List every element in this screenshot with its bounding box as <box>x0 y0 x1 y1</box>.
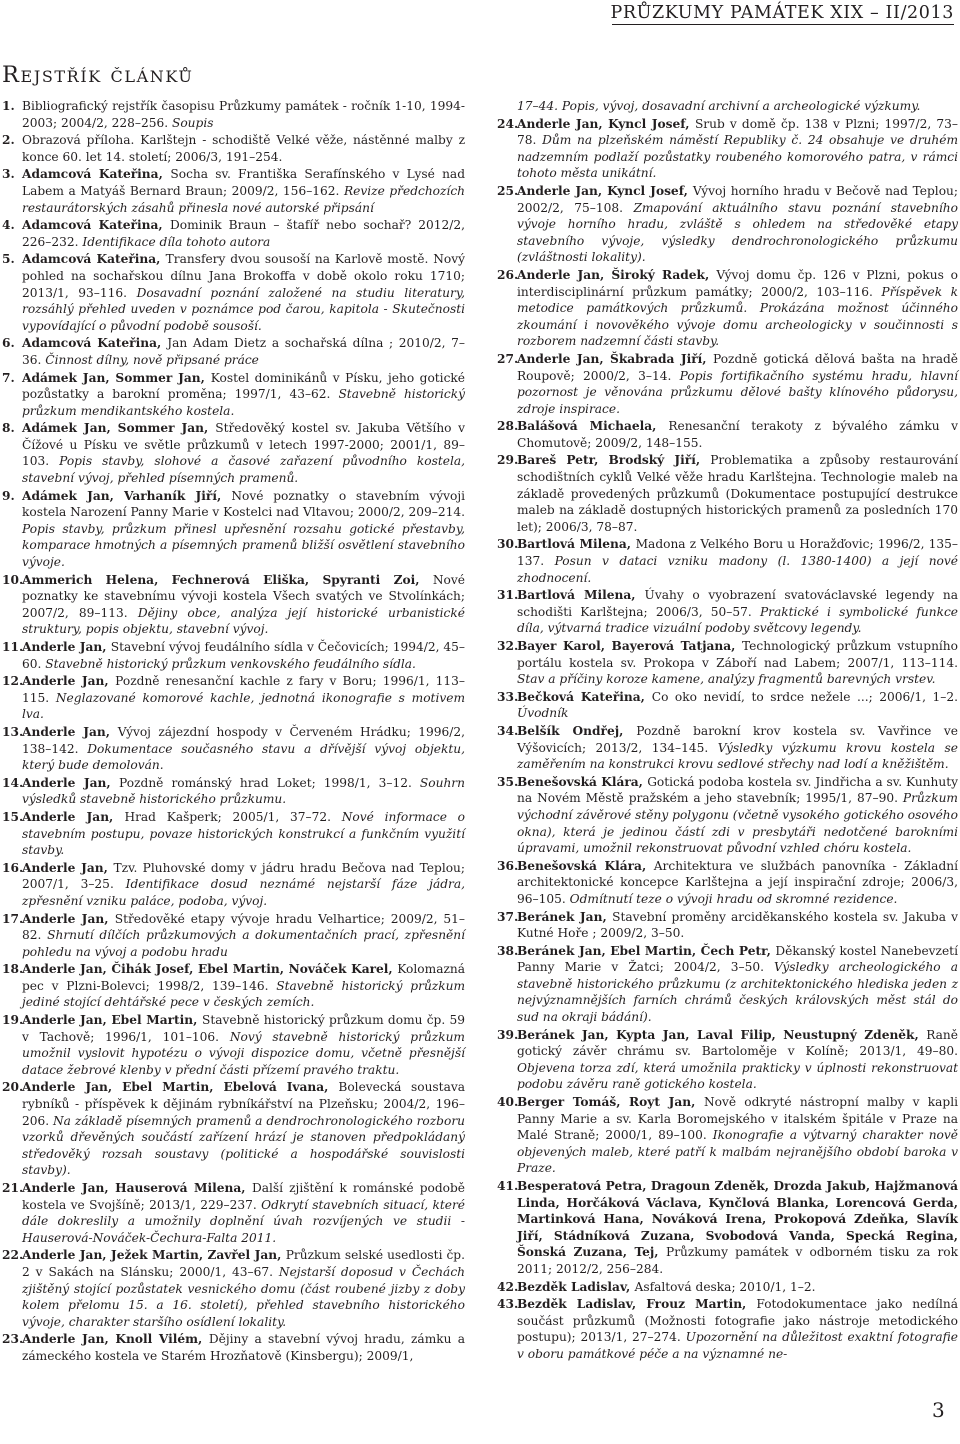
entry-abstract: Identifikace díla tohoto autora <box>82 234 271 249</box>
index-entry <box>497 689 958 722</box>
index-entry <box>2 1180 465 1246</box>
entry-number: 38. <box>497 943 519 958</box>
entry-abstract: Stavebně historický průzkum venkovského feudálního sídla. <box>45 656 416 671</box>
entry-number: 36. <box>497 858 519 873</box>
entry-citation: Dominik Braun – štafíř nebo sochař? 2012/2, 226–232. <box>22 218 465 249</box>
index-entry <box>497 452 958 535</box>
entry-author: Anderle Jan, <box>22 674 116 689</box>
entry-author: Anderle Jan, Ebel Martin, Ebelová Ivana, <box>22 1080 339 1095</box>
entry-citation: Pozdně barokní krov kostela sv. Vavřince ve Výšovicích; 2013/2, 134–145. <box>517 723 958 755</box>
entry-abstract: Odkrytí stavebních situací, které dále dokreslily a umožnily doplnění úvah rozvíjených ve studii - Hauserová-Nováček-Čechura-Falta 2011. <box>22 1197 466 1245</box>
entry-abstract: Soupis <box>172 115 214 130</box>
entry-author: Beránek Jan, Ebel Martin, Čech Petr, <box>517 943 776 958</box>
index-entry <box>2 1331 465 1364</box>
entry-citation: Problematika a způsoby restaurování schodištních cyklů Velké věže hradu Karlštejna. Technologie maleb na základě provedených průzkumů (Dokumentace postupující destrukce maleb na základě dostupných historických pramenů za posledních 170 let); 2006/3, 78–87. <box>517 453 959 534</box>
entry-abstract: Ikonografie a výtvarný charakter nově objevených maleb, které patří k malbám nejranějšího období baroka v Praze. <box>517 1128 958 1176</box>
entry-number: 7. <box>2 370 15 385</box>
entry-number: 23. <box>2 1332 24 1347</box>
entry-abstract: Dosavadní poznání založené na studiu literatury, rozsáhlý přehled uveden v poznámce pod čarou, kapitola - Skutečnosti vypovídající o původní podobě sousoší. <box>22 285 465 333</box>
entry-number: 8. <box>2 421 15 436</box>
entry-citation: Další zjištění k románské podobě kostela ve Svojšíně; 2013/1, 229–237. <box>22 1181 465 1212</box>
entry-abstract: Výsledky archeologického a stavebně historického průzkumu (z architektonického hlediska jeden z nejvýznamnějších farních chrámů českých královských měst stál do sud na okraji bádání). <box>517 960 958 1025</box>
index-entry <box>2 132 465 165</box>
entry-author: Anderle Jan, Ebel Martin, <box>22 1013 202 1028</box>
entry-abstract: Dokumentace současného stavu a dřívější vývoj objektu, který bude demolován. <box>22 741 466 773</box>
entry-author: Bečková Kateřina, <box>517 689 652 704</box>
index-entry <box>2 911 465 961</box>
entry-number: 12. <box>2 674 24 689</box>
entry-number: 32. <box>497 639 519 653</box>
entry-number: 33. <box>497 689 519 704</box>
column-left <box>2 98 465 1366</box>
entry-citation: Fotodokumentace jako nedílná součást průzkumů (Možnosti fotografie jako nástroje metodického postupu); 2013/1, 27–274. <box>517 1297 958 1345</box>
entry-author: Adámek Jan, Sommer Jan, <box>22 370 211 385</box>
entry-author: Anderle Jan, Kyncl Josef, <box>517 183 693 198</box>
index-entry <box>497 1094 958 1177</box>
entry-author: Adámek Jan, Sommer Jan, <box>22 421 216 436</box>
index-entry <box>497 418 958 451</box>
index-entry <box>497 1027 958 1093</box>
entry-author: Anderle Jan, <box>22 911 115 926</box>
entry-author: Berger Tomáš, Royt Jan, <box>517 1095 704 1110</box>
entry-citation: Vývoj horního hradu v Bečově nad Teplou; 2002/2, 75–108. <box>517 183 958 215</box>
entry-author: Adámek Jan, Varhaník Jiří, <box>22 488 232 503</box>
index-entry <box>2 251 465 334</box>
index-entry <box>2 1247 465 1330</box>
entry-citation: Obrazová příloha. Karlštejn - schodiště Velké věže, nástěnné malby z konce 60. let 14. století; 2006/3, 191–254. <box>22 133 465 164</box>
entry-author: Anderle Jan, <box>22 640 111 654</box>
index-entry <box>2 860 465 910</box>
entry-abstract: Činnost dílny, nově připsané práce <box>45 352 259 367</box>
index-entry <box>2 217 465 250</box>
entry-citation: Socha sv. Františka Serafínského v Lysé nad Labem a Matyáš Bernard Braun; 2009/2, 156–162. <box>22 167 465 198</box>
entry-number: 15. <box>2 809 24 824</box>
index-entry <box>497 351 958 417</box>
entry-abstract: Odmítnutí teze o vývoji hradu od skromné rezidence. <box>569 891 898 906</box>
entry-abstract: Popis stavby, průzkum přinesl upřesnění rozsahu gotické přestavby, komparace hmotných a písemných pramenů bližší osvětlení stavebního vývoje. <box>22 521 465 570</box>
entry-author: Anderle Jan, Kyncl Josef, <box>517 116 695 131</box>
entry-number: 2. <box>2 133 15 148</box>
index-entry <box>497 723 958 773</box>
entry-number: 42. <box>497 1279 519 1294</box>
entry-abstract: Neglazované komorové kachle, jednotná ikonografie s motivem lva. <box>22 690 465 722</box>
entry-citation: Jan Adam Dietz a sochařská dílna ; 2010/2, 7–36. <box>22 336 465 367</box>
entry-citation: Kostel dominikánů v Písku, jeho gotické pozůstatky a barokní proměna; 1997/1, 43–62. <box>22 370 465 402</box>
entry-number: 5. <box>2 252 15 267</box>
entry-author: Adamcová Kateřina, <box>22 218 170 233</box>
entry-number: 11. <box>2 640 24 654</box>
entry-number: 3. <box>2 167 15 182</box>
entry-abstract: Popis fortifikačního systému hradu, hlavní pozornost je věnována průzkumu dělové bašty klínového půdorysu, zdroje inspirace. <box>517 368 959 416</box>
entry-citation: Architektura ve službách panovníka - Základní architektonické koncepce Karlštejna a její inspirační zdroje; 2006/3, 96–105. <box>517 858 958 906</box>
entry-abstract: Průzkum východní závěrové stěny polygonu (včetně vysokého gotického osového okna), která je jedinou částí zdi v presbytáři nedotčené barokními úpravami, umožnil rekonstruovat původní vzhled chóru kostela. <box>517 791 958 856</box>
index-entry <box>2 775 465 808</box>
index-entry <box>2 961 465 1011</box>
entry-author: Besperatová Petra, Dragoun Zdeněk, Drozda Jakub, Hajžmanová Linda, Horčáková Václava, Kynčlová Blanka, Lorencová Gerda, Martinková Hana, Nováková Irena, Prokopová Zdeňka, Slavík Jiří, Stádníková Zuzana, Svobodová Vanda, Specká Regina, Šonská Zuzana, Tej, <box>517 1179 958 1260</box>
entry-author: Ammerich Helena, Fechnerová Eliška, Spyranti Zoi, <box>22 572 433 587</box>
entry-number: 21. <box>2 1181 24 1195</box>
index-entry <box>497 1178 958 1278</box>
entry-citation: Raně gotický závěr chrámu sv. Bartoloměje v Kolíně; 2013/1, 49–80. <box>517 1027 958 1059</box>
index-entry <box>2 809 465 859</box>
index-entry <box>2 673 465 723</box>
index-entry <box>497 183 958 266</box>
entry-number: 26. <box>497 267 519 282</box>
entry-abstract: Popis stavby, slohové a časové zařazení původního kostela, stavební vývoj, přehled písemných pramenů. <box>22 454 465 486</box>
entry-citation: Průzkum selské usedlosti čp. 2 v Sakách na Slánsku; 2000/1, 43–67. <box>22 1248 465 1279</box>
entry-number: 13. <box>2 724 24 739</box>
entry-abstract: Na základě písemných pramenů a dendrochronologického rozboru vzorků dřevěných součástí zařízení hrází je stanoven předpokládaný středověký rozsah soustavy (politické a hospodářské souvislosti stavby). <box>22 1113 465 1178</box>
entry-number: 19. <box>2 1013 24 1028</box>
entry-author: Anderle Jan, Knoll Vilém, <box>22 1332 209 1347</box>
entry-author: Adamcová Kateřina, <box>22 336 168 351</box>
entry-abstract: Shrnutí dílčích průzkumových a dokumentačních prací, zpřesnění pohledu na vývoj a podobu hradu <box>22 928 465 959</box>
entry-number: 24. <box>497 116 519 131</box>
entry-author: Bareš Petr, Brodský Jiří, <box>517 453 711 468</box>
entry-citation: Bibliografický rejstřík časopisu Průzkumy památek - ročník 1-10, 1994-2003; 2004/2, 228–256. <box>22 99 465 130</box>
entry-abstract: Výsledky výzkumu krovu kostela se zaměřením na konstrukci krovu sedlové střechy nad lodí a kněžištěm. <box>517 740 959 772</box>
entry-number: 43. <box>497 1297 519 1312</box>
index-entry <box>2 166 465 216</box>
entry-author: Benešovská Klára, <box>517 774 648 789</box>
entry-citation: Bolevecká soustava rybníků - příspěvek k dějinám rybníkářství na Plzeňsku; 2004/2, 196–206. <box>22 1080 465 1128</box>
entry-citation: Středověké etapy vývoje hradu Velhartice; 2009/2, 51–82. <box>22 911 465 943</box>
index-entry <box>497 774 958 857</box>
index-entry <box>497 116 958 182</box>
entry-citation: Úvahy o vyobrazení svatováclavské legendy na schodišti Karlštejna; 2006/3, 50–57. <box>517 588 958 619</box>
entry-author: Benešovská Klára, <box>517 858 654 873</box>
entry-citation: Pozdně románský hrad Loket; 1998/1, 3–12. <box>119 775 420 790</box>
entry-author: Anderle Jan, <box>22 775 120 790</box>
continuation-text <box>497 98 958 115</box>
index-entry <box>2 335 465 368</box>
index-entry <box>497 909 958 942</box>
entry-citation: Pozdně renesanční kachle z fary v Boru; 1996/1, 113–115. <box>22 674 465 705</box>
entry-abstract: Nejstarší doposud v Čechách zjištěný stojící pozůstatek vesnického domu (část roubené jizby z doby kolem přelomu 15. a 16. století), přehled stavebního historického vývoje, charakter staršího osídlení lokality. <box>22 1264 465 1329</box>
entry-citation: Stavební vývoj feudálního sídla v Čečovicích; 1994/2, 45–60. <box>22 640 465 671</box>
page-number: 3 <box>932 1398 945 1422</box>
index-entry <box>2 724 465 774</box>
entry-citation: Madona z Velkého Boru u Horažďovic; 1996/2, 135–137. <box>517 537 959 569</box>
index-entry <box>497 858 958 908</box>
entry-author: Bayer Karol, Bayerová Tatjana, <box>517 639 742 653</box>
entry-number: 22. <box>2 1248 24 1263</box>
entry-abstract: Stavebně historický průzkum jediné stojící dehtářské pece v českých zemích. <box>22 978 466 1010</box>
entry-number: 41. <box>497 1179 519 1193</box>
index-entry <box>497 587 958 637</box>
entry-number: 17. <box>2 911 24 926</box>
entry-number: 40. <box>497 1095 519 1110</box>
entry-number: 35. <box>497 774 519 789</box>
entry-author: Anderle Jan, Čihák Josef, Ebel Martin, Nováček Karel, <box>22 962 398 977</box>
entry-abstract: Upozornění na důležitost exaktní fotografie v oboru památkové péče a na významné ne- <box>517 1330 958 1361</box>
page-title: Rejstřík článků <box>2 62 194 88</box>
entry-citation: Nové poznatky ke stavebnímu vývoji kostela Všech svatých ve Stvolínkách; 2007/2, 89–113. <box>22 572 465 620</box>
entry-citation: Dějiny a stavební vývoj hradu, zámku a zámeckého kostela ve Starém Hrozňatově (Kinsbergu); 2009/1, <box>22 1332 465 1363</box>
entry-author: Beránek Jan, Kypta Jan, Laval Filip, Neustupný Zdeněk, <box>517 1027 927 1042</box>
entry-number: 29. <box>497 453 519 468</box>
entry-citation: Tzv. Pluhovské domy v jádru hradu Bečova nad Teplou; 2007/1, 3–25. <box>22 860 466 892</box>
entry-author: Anderle Jan, Ježek Martin, Zavřel Jan, <box>22 1248 286 1263</box>
entry-author: Adamcová Kateřina, <box>22 252 166 267</box>
entry-citation: Transfery dvou sousoší na Karlově mostě. Nový pohled na sochařskou dílnu Jana Brokoffa v době okolo roku 1710; 2013/1, 93–116. <box>22 252 465 300</box>
entry-number: 1. <box>2 99 15 113</box>
entry-citation: Vývoj zájezdní hospody v Červeném Hrádku; 1996/2, 138–142. <box>22 724 466 756</box>
entry-citation: Renesanční terakoty z bývalého zámku v Chomutově; 2009/2, 148–155. <box>517 419 958 450</box>
entry-number: 14. <box>2 775 24 790</box>
entry-citation: Asfaltová deska; 2010/1, 1–2. <box>634 1279 816 1294</box>
journal-header: PRŮZKUMY PAMÁTEK XIX – II/2013 <box>610 3 954 23</box>
entry-abstract: Identifikace dosud neznámé nejstarší fáze jádra, zpřesnění vzniku paláce, podoba, vývoj. <box>22 877 465 908</box>
entry-abstract: Objevena torza zdí, která umožnila prakticky v úplnosti rekonstruovat podobu závěru raně gotického kostela. <box>517 1060 958 1092</box>
entry-author: Anderle Jan, <box>22 809 125 824</box>
index-entry <box>497 1296 958 1362</box>
index-entry <box>2 370 465 420</box>
entry-abstract: Dějiny obce, analýza její historické urbanistické struktury, popis objektu, stavební vývoj. <box>22 605 465 637</box>
entry-number: 9. <box>2 488 15 503</box>
entry-author: Anderle Jan, Škabrada Jiří, <box>517 351 713 366</box>
entry-author: Anderle Jan, Hauserová Milena, <box>22 1181 252 1195</box>
entry-citation: Srub v domě čp. 138 v Plzni; 1997/2, 73–78. <box>517 116 958 148</box>
entry-citation: Nově odkryté nástropní malby v kapli Panny Marie a sv. Karla Boromejského v italském špitále v Praze na Malé Straně; 2000/1, 89–100. <box>517 1095 958 1143</box>
header-rule <box>612 24 954 25</box>
entry-author: Beránek Jan, <box>517 909 613 924</box>
entry-citation: Co oko nevidí, to srdce nežele ...; 2006/1, 1–2. <box>651 689 958 704</box>
index-entry <box>497 1279 958 1296</box>
entry-number: 30. <box>497 537 519 552</box>
index-entry <box>497 638 958 688</box>
entry-abstract: Revize předchozích restaurátorských zásahů přinesla nové autorské připsání <box>22 183 465 215</box>
entry-citation: Středověký kostel sv. Jakuba Většího v Čížové u Písku ve světle průzkumů v letech 1997-2000; 2001/1, 89–103. <box>22 421 465 469</box>
entry-number: 20. <box>2 1080 24 1095</box>
entry-citation: Stavební proměny arciděkanského kostela sv. Jakuba v Kutné Hoře ; 2009/2, 3–50. <box>517 909 958 941</box>
entry-citation: Stavebně historický průzkum domu čp. 59 v Tachově; 1996/1, 101–106. <box>22 1013 465 1044</box>
entry-author: Balášová Michaela, <box>517 419 669 434</box>
entry-author: Anderle Jan, Široký Radek, <box>517 267 717 282</box>
entry-citation: Gotická podoba kostela sv. Jindřicha a sv. Kunhuty na Novém Městě pražském a jeho stavebník; 1995/1, 87–90. <box>517 774 958 806</box>
index-entry <box>2 639 465 672</box>
index-entry <box>497 536 958 586</box>
entry-citation: Vývoj domu čp. 126 v Plzni, pokus o interdisciplinární průzkum památky; 2000/2, 103–116. <box>517 267 958 299</box>
entry-author: Bartlová Milena, <box>517 588 645 603</box>
entry-author: Bezděk Ladislav, Frouz Martin, <box>517 1297 757 1312</box>
entry-number: 4. <box>2 218 15 233</box>
entry-number: 6. <box>2 336 15 351</box>
index-entry <box>2 420 465 486</box>
entry-number: 39. <box>497 1027 519 1042</box>
index-entry <box>2 572 465 638</box>
entry-citation: Technologický průzkum vstupního portálu kostela sv. Prokopa v Záboří nad Labem; 2007/1, 113–114. <box>517 639 958 670</box>
entry-number: 25. <box>497 183 519 198</box>
entry-citation: Průzkumy památek v odborném tisku za rok 2011; 2012/2, 256–284. <box>517 1245 958 1276</box>
index-entry <box>497 943 958 1026</box>
index-entry <box>497 267 958 350</box>
entry-author: Bezděk Ladislav, <box>517 1279 635 1294</box>
continuation-abstract: 17–44. Popis, vývoj, dosavadní archivní a archeologické výzkumy. <box>517 99 921 113</box>
entry-abstract: Úvodník <box>517 706 569 721</box>
entry-author: Anderle Jan, <box>22 724 118 739</box>
entry-abstract: Příspěvek k metodice památkových průzkumů. Prokázána možnost účinného zkoumání i novověkého vývoje domu archeologicky v součinnosti s rozborem nadzemní části stavby. <box>517 284 958 349</box>
index-entry <box>2 1079 465 1179</box>
index-entry <box>2 1012 465 1078</box>
entry-citation: Pozdně gotická dělová bašta na hradě Roupově; 2000/2, 3–14. <box>517 351 958 383</box>
entry-number: 34. <box>497 723 519 738</box>
index-entry <box>2 488 465 571</box>
entry-number: 27. <box>497 351 519 366</box>
entry-number: 37. <box>497 909 519 924</box>
entry-citation: Děkanský kostel Nanebevzetí Panny Marie v Žatci; 2004/2, 3–50. <box>517 943 958 975</box>
entry-author: Adamcová Kateřina, <box>22 167 171 182</box>
index-entry <box>2 98 465 131</box>
entry-abstract: Praktické i symbolické funkce díla, výtvarná tradice vizuální podoby světcovy legendy. <box>517 604 958 636</box>
entry-author: Belšík Ondřej, <box>517 723 637 738</box>
entry-number: 18. <box>2 962 24 977</box>
entry-abstract: Souhrn výsledků stavebně historického průzkumu. <box>22 775 465 807</box>
entry-abstract: Nový stavebně historický průzkum umožnil vyslovit hypotézu o vývoji dispozice domu, včetně přesnější datace žebrové klenby v přední části přízemí pravého traktu. <box>22 1029 465 1077</box>
entry-citation: Nové poznatky o stavebním vývoji kostela Narození Panny Marie v Kostelci nad Vltavou; 2000/2, 209–214. <box>22 488 465 520</box>
entry-abstract: Stav a příčiny koroze kamene, analýzy fragmentů barevných vrstev. <box>517 672 936 687</box>
entry-author: Bartlová Milena, <box>517 537 636 552</box>
entry-author: Anderle Jan, <box>22 860 114 875</box>
column-right <box>497 98 958 1364</box>
entry-number: 31. <box>497 588 519 603</box>
entry-citation: Hrad Kašperk; 2005/1, 37–72. <box>124 809 342 824</box>
entry-abstract: Stavebně historický průzkum mendikantského kostela. <box>22 387 466 418</box>
entry-number: 28. <box>497 419 519 434</box>
entry-citation: Kolomazná pec v Plzni-Bolevci; 1998/2, 139–146. <box>22 962 465 993</box>
entry-number: 10. <box>2 572 24 587</box>
entry-abstract: Dům na plzeňském náměstí Republiky č. 24 obsahuje ve druhém nadzemním podlaží pozůstatky roubeného komorového patra, v rámci tohoto města unikátní. <box>517 133 959 181</box>
entry-abstract: Posun v dataci vzniku madony (l. 1380-1400) a její nové zhodnocení. <box>517 554 958 585</box>
entry-abstract: Nové informace o stavebním postupu, povaze historických konstrukcí a funkčním využití stavby. <box>22 809 466 858</box>
entry-abstract: Zmapování aktuálního stavu poznání stavebního vývoje horního hradu, zvláště s ohledem na středověké etapy stavebního vývoje, výsledky dendrochronologického průzkumu (zvláštnosti lokality). <box>517 200 958 265</box>
entry-number: 16. <box>2 860 24 875</box>
